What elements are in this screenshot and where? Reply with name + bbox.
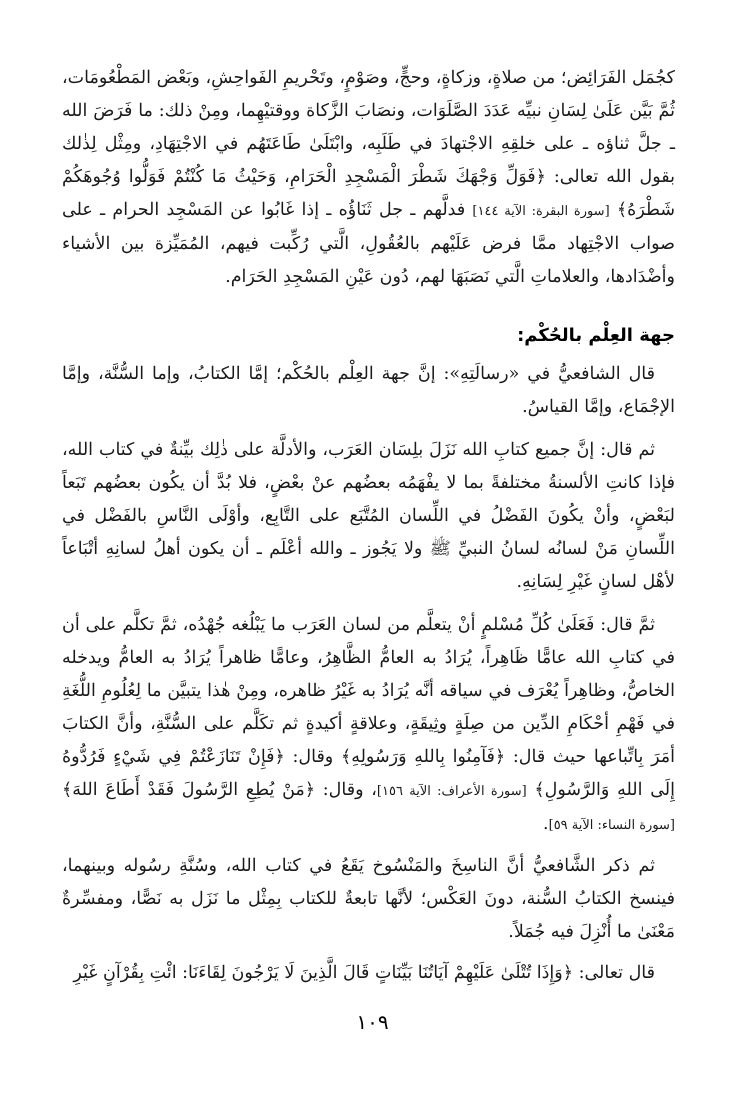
paragraph-5: ثم ذكر الشَّافعيُّ أنَّ الناسِخَ والمَنْسُوخ يَقَعُ في كتاب الله، وسُنَّةِ رسُوله وبينهما، فينسخ الكتابُ السُّنة، دونَ العَكْس؛ لأنَّها تابعةٌ للكتاب بِمِثْل ما نَزَل به نَصًّا، ومفسِّرةٌ مَعْنَىٰ ما أُنْزِلَ فيه جُمَلاً.	[62, 856, 675, 942]
paragraph-4-text-d: .	[543, 814, 549, 834]
paragraph-4-text-c: ، وقال:	[315, 780, 377, 800]
paragraph-1-text-a: كجُمَل الفَرَائِض؛ من صلاةٍ، وزكاةٍ، وحجٍّ، وصَوْمٍ، وتَحْريمِ الفَواحِشِ، وبَعْض المَطْعُومَات، ثُمَّ بَيَّن عَلَىٰ لِسَانِ نبيِّه عَدَدَ الصَّلَوَات، ونصَابَ الزَّكاة ووقتيْهِما، ومِنْ ذلك: ما فَرَضَ الله ـ جلَّ ثناؤه ـ على خلقِهِ الاجْتهادَ في طَلَبِه، وابْتَلَىٰ طَاعَتَهُم في الاجْتِهَادِ، ومِثْل لِذٰلك بقول الله تعالى:	[62, 68, 675, 187]
quran-verse-1: ﴿فَآمِنُوا بِاللهِ وَرَسُولِهِ﴾	[340, 747, 506, 767]
paragraph-4-text-b: وقال:	[284, 747, 341, 767]
quran-verse-2: ﴿فَإِنْ تَنَازَعْتُمْ فِي شَيْءٍ فَرُدُّوهُ إِلَى اللهِ وَالرَّسُولِ﴾	[62, 747, 675, 800]
verse-reference: [سورة النساء: الآية ٥٩]	[548, 818, 675, 833]
quran-verse-3: ﴿مَنْ يُطِعِ الرَّسُولَ فَقَدْ أَطَاعَ اللهَ﴾	[62, 780, 316, 800]
body-text-top	[62, 62, 675, 294]
section-heading: جهة العِلْم بالحُكْم:	[517, 325, 675, 346]
verse-reference: [سورة البقرة: الآية ١٤٤]	[472, 204, 610, 219]
paragraph-3: ثم قال: إنَّ جميع كتابِ الله نَزَلَ بلِسَان العَرَب، والأدلَّة على ذٰلِك بيِّنةٌ في كتاب الله، فإذا كانتِ الألسنةُ مختلفةً بما لا يفْهَمُه بعضُهم عنْ بعْضٍ، فلا بُدَّ أن يكُون بعضُهم تَبَعاً لبَعْضٍ، وأنْ يكُونَ الفَضْلُ في اللِّسان المُتَّبَع على التَّابِع، وأوْلَى النَّاسِ بالفَضْل في اللِّسانِ مَنْ لسانُه لسانُ النبيِّ ﷺ ولا يَجُوز ـ والله أعْلَم ـ أن يكون أهلُ لسانِهِ أتْبَاعاً لأهْل لسانٍ غَيْرِ لِسَانِهِ.	[62, 440, 675, 592]
paragraph-4	[62, 609, 675, 842]
verse-reference: [سورة الأعراف: الآية ١٥٦]	[376, 784, 527, 799]
paragraph-6-text-a: قال تعالى:	[573, 963, 655, 983]
paragraph-1-text-b: فدلَّهم ـ جل ثَنَاؤُه ـ إذا غَابُوا عن المَسْجِد الحرام ـ على صواب الاجْتِهاد ممَّا فرض عَلَيْهم بالعُقُولِ، الَّتي رُكِّبت فيهم، المُمَيِّزة بين الأشياء وأضْدَادها، والعلاماتِ الَّتي نَصَبَهَا لهم، دُون عَيْنِ المَسْجِدِ الحَرَام.	[62, 200, 675, 287]
paragraph-6	[62, 957, 675, 990]
paragraph-4-text-a: ثمَّ قال: فَعَلَىٰ كُلِّ مُسْلمٍ أنْ يتعلَّم من لسان العَرَب ما يَبْلُغه جُهْدُه، ثمَّ تكلَّم على أن في كتابِ الله عامًّا ظَاهِراً، يُرَادُ به العامُّ الظَّاهِرُ، وعامًّا ظاهراً يُرَادُ به العامُّ ويدخله الخاصُّ، وظاهِراً يُعْرَف في سياقه أنَّه يُرَادُ به غَيْرُ ظاهره، ومِنْ هٰذا يتبيَّن ما لِعُلُومِ اللُّغَةِ في فَهْمِ أحْكَامِ الدِّين من صِلَةٍ وثِيقَةٍ، وعلاقةٍ أكيدةٍ ثم تكَلَّم على السُّنَّةِ، وأنَّ الكتابَ أمَرَ بِاتِّباعها حيث قال:	[62, 615, 675, 767]
quran-verse-yunus: ﴿وَإِذَا تُتْلَىٰ عَلَيْهِمْ آيَاتُنَا بَيِّنَاتٍ قَالَ الَّذِينَ لَا يَرْجُونَ لِقَاءَنَا: ائْتِ بِقُرْآنٍ غَيْرِ	[73, 963, 573, 983]
paragraph-1	[62, 62, 675, 294]
quran-verse-baqarah: ﴿فَوَلِّ وَجْهَكَ شَطْرَ الْمَسْجِدِ الْحَرَامِ، وَحَيْثُ مَا كُنْتُمْ فَوَلُّوا وُجُوهَكُمْ شَطْرَهُ﴾	[62, 167, 675, 220]
page-number: ١٠٩	[356, 1010, 389, 1034]
paragraph-2: قال الشافعيُّ في «رسالَتِهِ»: إنَّ جهة العِلْم بالحُكْم؛ إمَّا الكتابُ، وإما السُّنَّة، وإمَّا الإجْمَاع، وإمَّا القياسُ.	[62, 364, 675, 417]
body-text-bottom	[62, 358, 675, 990]
